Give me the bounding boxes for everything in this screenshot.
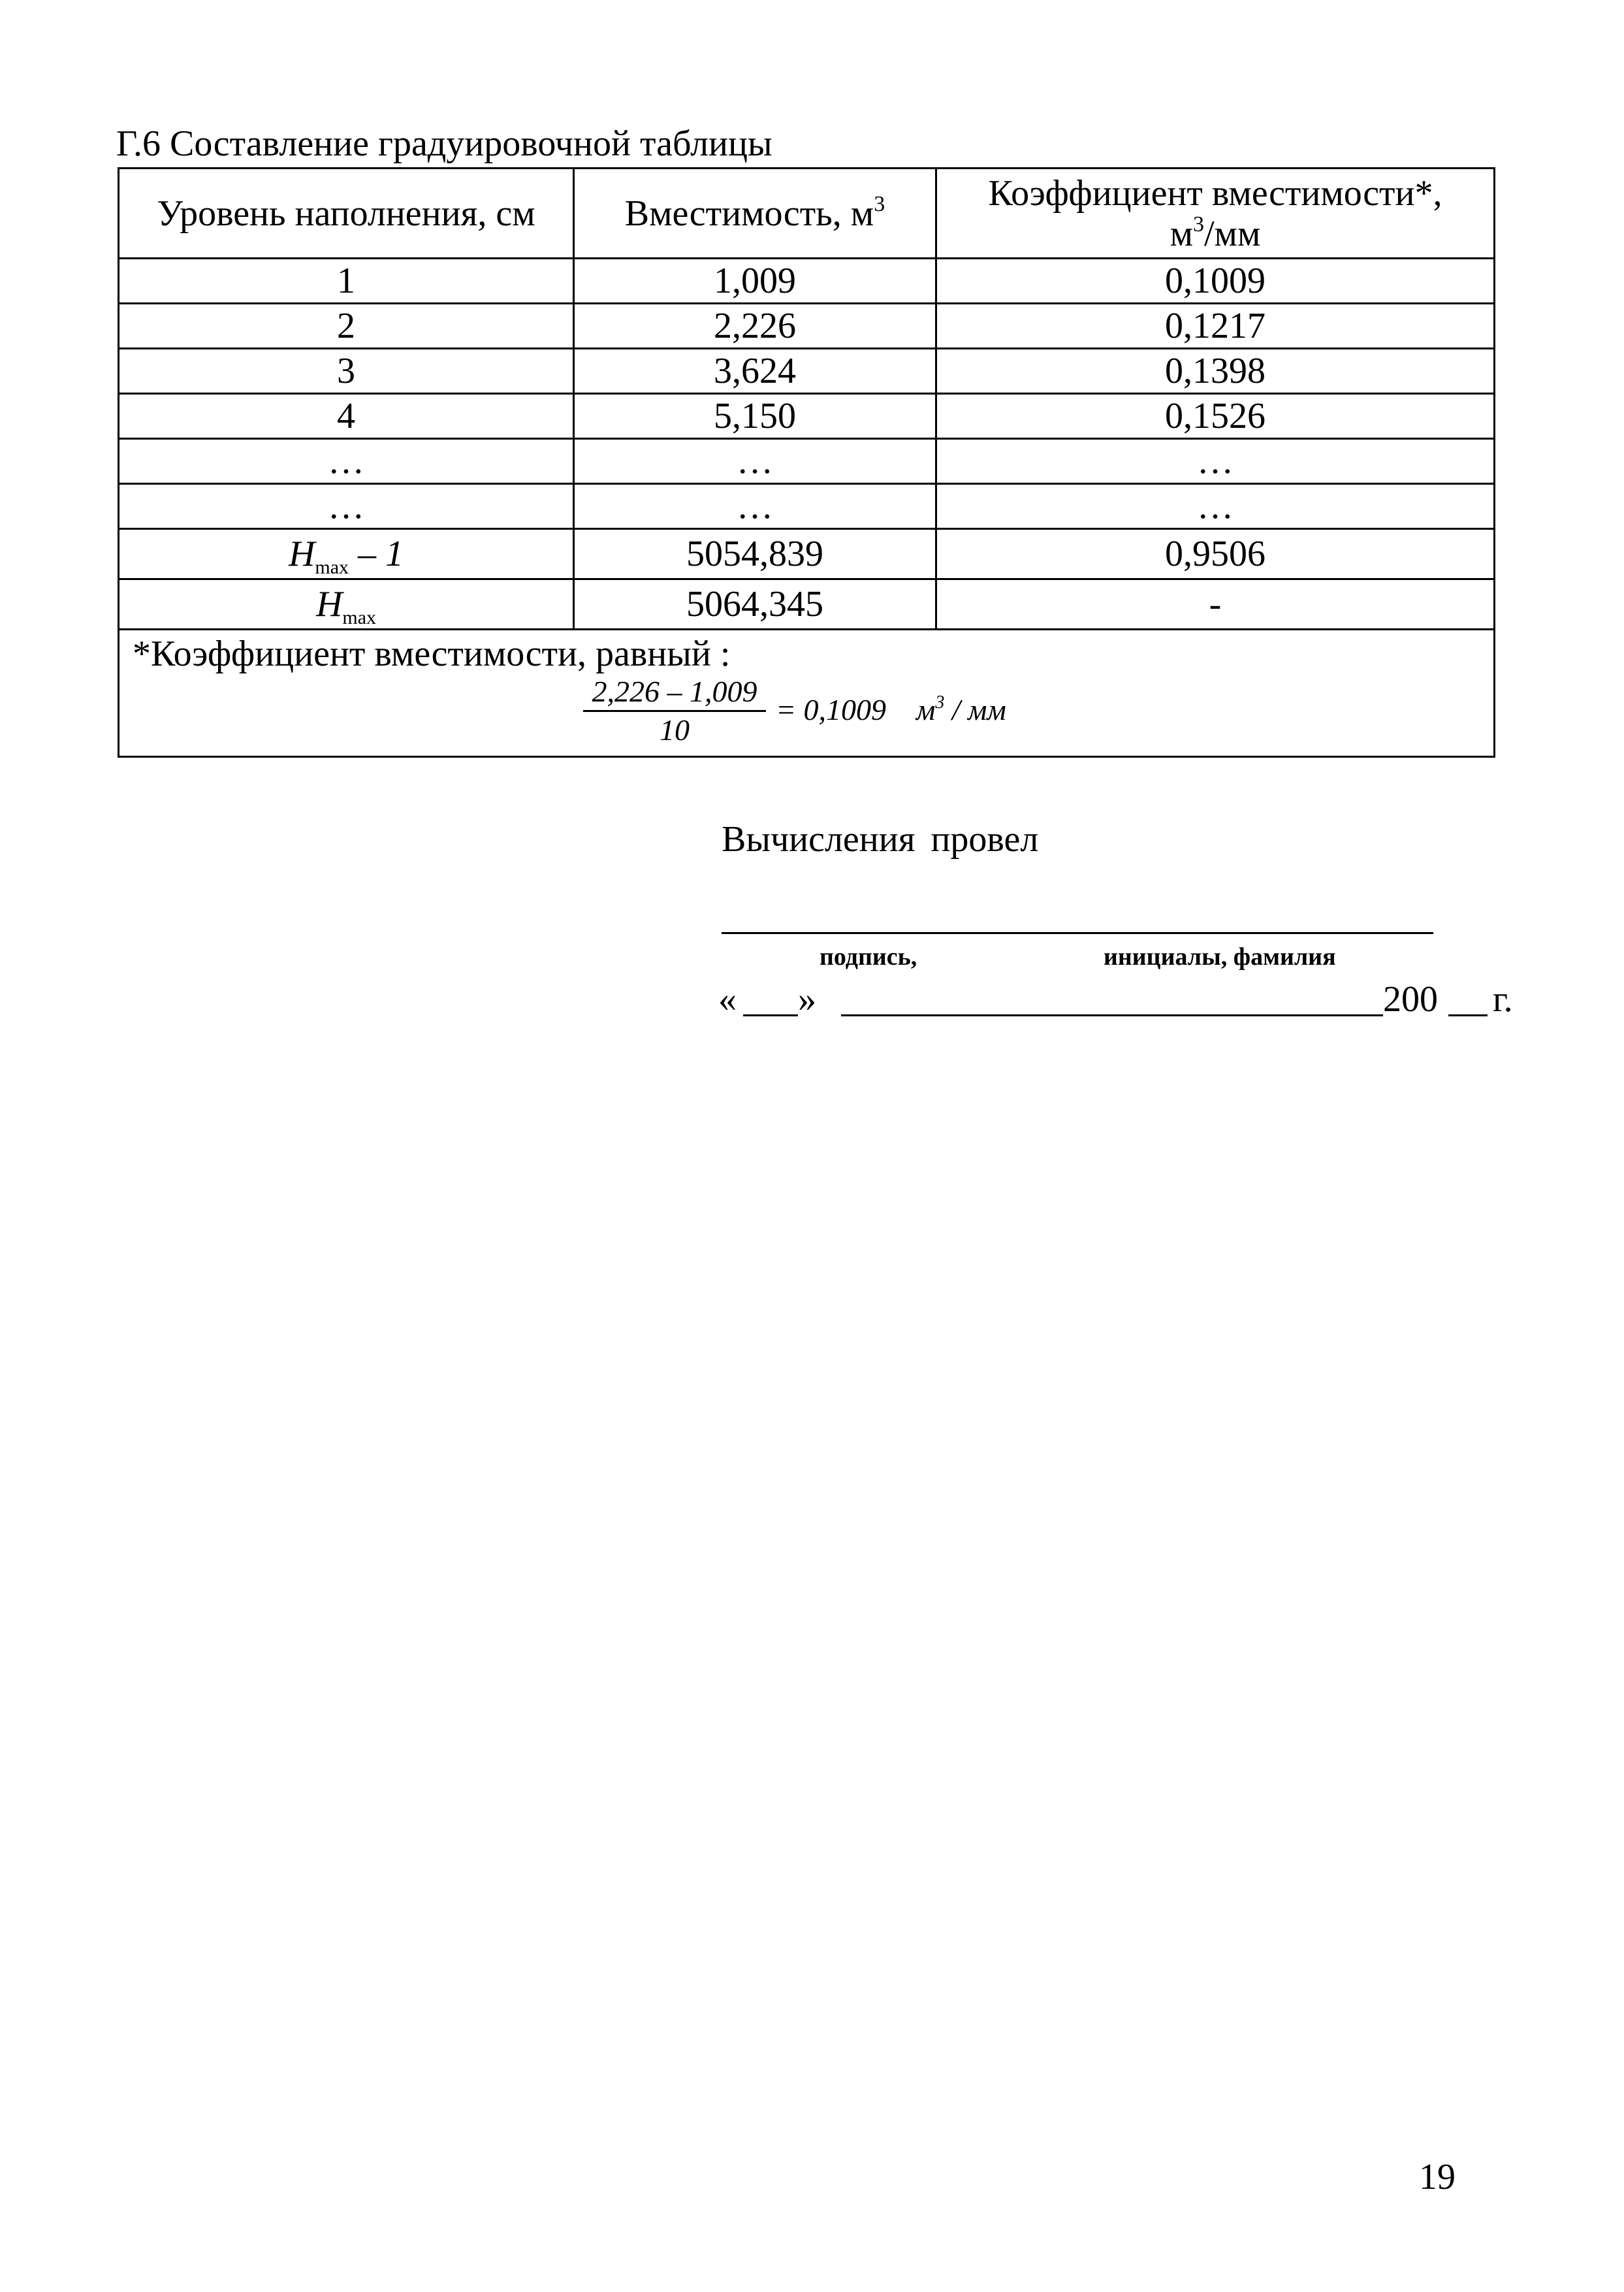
page-number: 19 — [1419, 2157, 1456, 2197]
cell-level: 3 — [119, 349, 574, 394]
formula-fraction — [583, 673, 766, 749]
cell-capacity: 5054,839 — [574, 529, 936, 579]
cell-coefficient: … — [936, 439, 1495, 484]
cell-coefficient: 0,9506 — [936, 529, 1495, 579]
formula-result: = 0,1009 $м^3$ / мм — [776, 692, 1006, 726]
cell-coefficient: … — [936, 484, 1495, 529]
year-prefix: 200 — [1383, 979, 1438, 1020]
cell-level: $H_{max} - 1$ — [119, 529, 574, 579]
formula-numerator: 2,226 – 1,009 — [583, 673, 766, 712]
calculations-performed-label: Вычисления провел — [722, 819, 1039, 860]
year-suffix: г. — [1493, 979, 1513, 1020]
signature-caption: подпись, — [820, 943, 917, 971]
cell-coefficient: 0,1009 — [936, 259, 1495, 304]
table-row — [119, 259, 1495, 304]
cell-capacity: … — [574, 484, 936, 529]
table-row — [119, 304, 1495, 349]
header-capacity: Вместимость, $м^3$ — [574, 169, 936, 259]
footnote-cell — [119, 630, 1495, 757]
table-header-row — [119, 169, 1495, 259]
cell-capacity: … — [574, 439, 936, 484]
signature-line — [722, 932, 1433, 934]
calibration-table — [118, 167, 1495, 758]
day-blank — [743, 1014, 798, 1016]
cell-coefficient: 0,1526 — [936, 394, 1495, 439]
footnote-text: *Коэффициент вместимости, равный : — [133, 634, 731, 674]
cell-coefficient: 0,1217 — [936, 304, 1495, 349]
table-row-ellipsis — [119, 439, 1495, 484]
coefficient-formula — [133, 673, 1480, 752]
cell-coefficient: - — [936, 579, 1495, 630]
table-footnote-row — [119, 630, 1495, 757]
table-row-hmax-minus-one — [119, 529, 1495, 579]
cell-coefficient: 0,1398 — [936, 349, 1495, 394]
header-capacity-coefficient: Коэффициент вместимости*, $м^3/мм$ — [936, 169, 1495, 259]
table-row — [119, 394, 1495, 439]
cell-capacity: 1,009 — [574, 259, 936, 304]
cell-level: 1 — [119, 259, 574, 304]
cell-level: … — [119, 439, 574, 484]
name-caption: инициалы, фамилия — [1104, 943, 1336, 971]
table-row-ellipsis — [119, 484, 1495, 529]
month-blank — [841, 1014, 1383, 1016]
cell-level: 2 — [119, 304, 574, 349]
cell-capacity: 5,150 — [574, 394, 936, 439]
cell-capacity: 3,624 — [574, 349, 936, 394]
table-row-hmax — [119, 579, 1495, 630]
cell-capacity: 2,226 — [574, 304, 936, 349]
cell-level: 4 — [119, 394, 574, 439]
cell-level: … — [119, 484, 574, 529]
date-quote-open: « — [718, 979, 737, 1020]
header-capacity-exponent: 3 — [874, 191, 885, 216]
section-title: Г.6 Составление градуировочной таблицы — [116, 123, 772, 164]
date-line — [718, 977, 1513, 1022]
formula-denominator: 10 — [660, 713, 690, 747]
header-fill-level: Уровень наполнения, см — [119, 169, 574, 259]
cell-level: $H_{max}$ — [119, 579, 574, 630]
table-row — [119, 349, 1495, 394]
year-blank — [1448, 1014, 1488, 1016]
date-quote-close: » — [798, 979, 816, 1020]
cell-capacity: 5064,345 — [574, 579, 936, 630]
